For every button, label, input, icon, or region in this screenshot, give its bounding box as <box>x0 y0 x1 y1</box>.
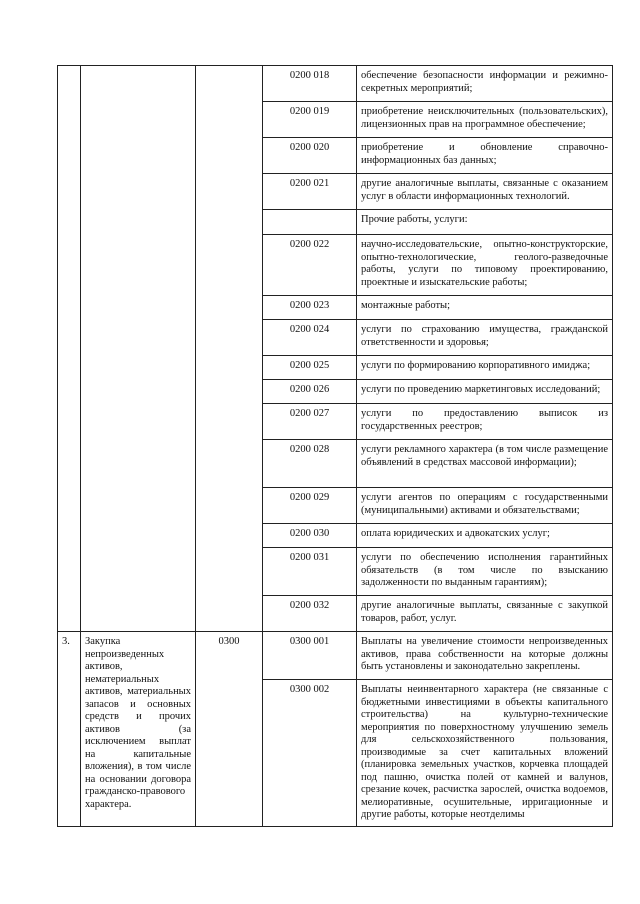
description-cell: обеспечение безопасности информации и режимно-секретных мероприятий; <box>357 66 613 102</box>
description-cell: научно-исследовательские, опытно-конструкторские, опытно-технологические, геолого-разведочные работы, услуги по типовому проектированию, проектные и изыскательские работы; <box>357 235 613 296</box>
section-name: Закупка непроизведенных активов, нематериальных активов, материальных запасов и основных средств и прочих активов (за исключением выплат на капитальные вложения), в том числе на основании договора гражданско-правового характера. <box>81 632 196 827</box>
description-cell: услуги по обеспечению исполнения гарантийных обязательств (в том числе по взысканию задолженности по выданным гарантиям); <box>357 548 613 596</box>
section-group-code: 0300 <box>196 632 263 827</box>
code-cell: 0200 029 <box>263 488 357 524</box>
subheading-cell: Прочие работы, услуги: <box>357 210 613 235</box>
code-cell: 0200 032 <box>263 596 357 632</box>
description-cell: услуги по проведению маркетинговых исследований; <box>357 380 613 404</box>
description-cell: услуги по предоставлению выписок из государственных реестров; <box>357 404 613 440</box>
description-cell: услуги по формированию корпоративного имиджа; <box>357 356 613 380</box>
code-cell: 0200 028 <box>263 440 357 488</box>
code-cell: 0200 026 <box>263 380 357 404</box>
description-cell: Выплаты на увеличение стоимости непроизведенных активов, права собственности на которые должны быть установлены и законодательно закреплены. <box>357 632 613 680</box>
code-cell: 0200 030 <box>263 524 357 548</box>
description-cell: приобретение и обновление справочно-информационных баз данных; <box>357 138 613 174</box>
table-row <box>58 632 613 680</box>
description-cell: услуги по страхованию имущества, гражданской ответственности и здоровья; <box>357 320 613 356</box>
codes-table <box>57 65 613 827</box>
code-cell: 0200 023 <box>263 296 357 320</box>
table-row <box>58 66 613 102</box>
number-cell-empty <box>58 66 81 632</box>
code-cell: 0200 025 <box>263 356 357 380</box>
description-cell: другие аналогичные выплаты, связанные с закупкой товаров, работ, услуг. <box>357 596 613 632</box>
code-cell: 0300 001 <box>263 632 357 680</box>
description-cell: услуги агентов по операциям с государственными (муниципальными) активами и обязательствами; <box>357 488 613 524</box>
code-cell: 0200 018 <box>263 66 357 102</box>
section-number: 3. <box>58 632 81 827</box>
code-cell: 0200 021 <box>263 174 357 210</box>
description-cell: приобретение неисключительных (пользовательских), лицензионных прав на программное обеспечение; <box>357 102 613 138</box>
code-cell: 0200 020 <box>263 138 357 174</box>
code-cell <box>263 210 357 235</box>
description-cell: услуги рекламного характера (в том числе размещение объявлений в средствах массовой информации); <box>357 440 613 488</box>
name-cell-empty <box>81 66 196 632</box>
description-cell: монтажные работы; <box>357 296 613 320</box>
description-cell: другие аналогичные выплаты, связанные с оказанием услуг в области информационных технологий. <box>357 174 613 210</box>
code-cell: 0200 031 <box>263 548 357 596</box>
code-cell: 0200 022 <box>263 235 357 296</box>
code-cell: 0200 024 <box>263 320 357 356</box>
description-cell: Выплаты неинвентарного характера (не связанные с бюджетными инвестициями в объекты капитального строительства) на культурно-технические мероприятия по поверхностному улучшению земель для сельскохозяйственного пользования, производимые за счет капитальных вложений (планировка земельных участков, корчевка площадей под пашню, очистка полей от камней и валунов, срезание кочек, расчистка зарослей, очистка водоемов, мелиоративные, осушительные, ирригационные и другие работы, которые неотделимы <box>357 680 613 827</box>
description-cell: оплата юридических и адвокатских услуг; <box>357 524 613 548</box>
code-cell: 0200 019 <box>263 102 357 138</box>
code-cell: 0300 002 <box>263 680 357 827</box>
code-cell: 0200 027 <box>263 404 357 440</box>
group-cell-empty <box>196 66 263 632</box>
